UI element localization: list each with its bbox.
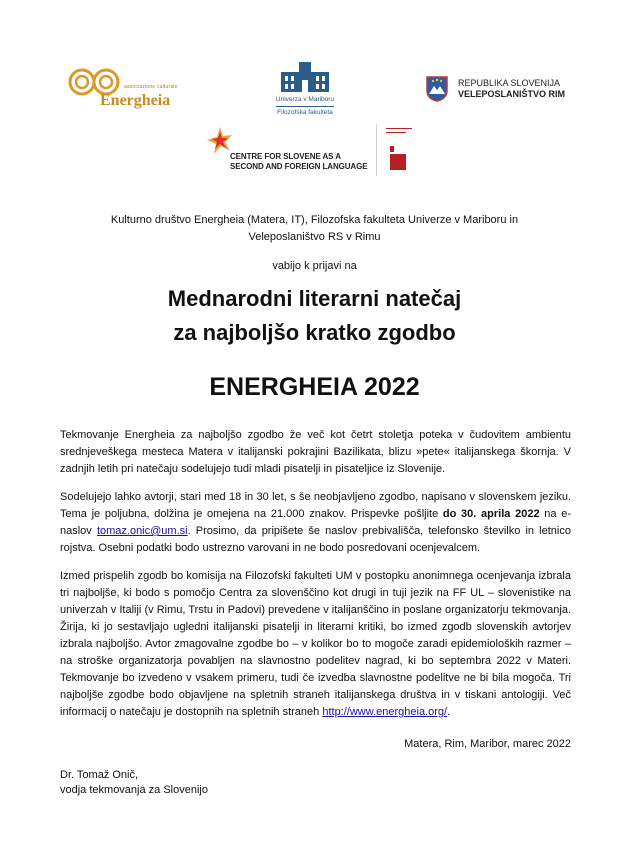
ff-ljubljana-logo	[386, 128, 416, 174]
energheia-subtitle: associazione culturale	[124, 84, 178, 90]
energheia-name: Energheia	[100, 92, 171, 109]
page-title-line-1: Mednarodni literarni natečaj	[167, 286, 462, 311]
paragraph-rules	[60, 489, 571, 557]
logo-divider	[376, 124, 377, 176]
univerza-divider	[276, 106, 334, 107]
process-text: Izmed prispelih zgodb bo komisija na Filozofski fakulteti UM v postopku anonimnega ocenjevanja izbrala tri najboljše, ki bodo s pomočjo Centra za slovenščino kot drugi in tuji jezik na FF UL – slovenistike na univerzah v Italiji (v Rimu, Trstu in Padovi) prevedene v italijanščino in poslane organizatorju tekmovanja. Žirija, ki jo sestavljajo ugledni italijanski pisatelji in literarni kritiki, bo izmed zgodb slovenskih avtorjev izbrala najboljšo. Avtor zmagovalne zgodbe bo – v kolikor bo to mogoče zaradi epidemioloških razmer – na stroške organizatorja povabljen na slavnostno podelitev nagrad, ki bo septembra 2022 v Materi. Tekmovanje bo izvedeno v vsakem primeru, tudi če izvedba slavnostne podelitve ne bi bila mogoča. Tri najboljše zgodbe bodo objavljene na spletnih straneh italijanskega društva in v tiskani antologiji. Več informacij o natečaju je dostopnih na spletnih straneh	[60, 570, 571, 718]
republika-name: REPUBLIKA SLOVENIJA	[458, 78, 561, 88]
paragraph-about: Tekmovanje Energheia za najboljšo zgodbo že več kot četrt stoletja poteka v čudovitem ambientu srednjeveškega mesteca Matera v italijanski pokrajini Bazilikata, blizu »pete« italijanskega škornja. V zadnjih letih pri natečaju sodelujejo tudi mladi pisatelji in pisateljice iz Slovenije.	[60, 429, 571, 475]
paragraph-process	[60, 568, 571, 721]
website-link[interactable]: http://www.energheia.org/	[322, 706, 448, 718]
centre-name-line2: SECOND AND FOREIGN LANGUAGE	[230, 162, 368, 171]
centre-slovene-logo	[206, 126, 376, 176]
slovenia-coat-of-arms-icon	[426, 76, 448, 102]
deadline: do 30. aprila 2022	[442, 508, 540, 520]
intro-line-2: Veleposlaništvo RS v Rimu	[248, 231, 381, 243]
event-name: ENERGHEIA 2022	[209, 373, 420, 401]
page-title-line-2: za najboljšo kratko zgodbo	[173, 320, 456, 345]
centre-name-line1: CENTRE FOR SLOVENE AS A	[230, 152, 341, 161]
signatory-name: Dr. Tomaž Onič,	[60, 769, 139, 781]
faculty-name: Filozofska fakulteta	[277, 109, 333, 116]
univerza-name: Univerza v Mariboru	[275, 96, 335, 103]
university-building-icon	[275, 60, 335, 94]
embassy-name: VELEPOSLANIŠTVO RIM	[458, 89, 566, 99]
signatory-role: vodja tekmovanja za Slovenijo	[60, 784, 208, 796]
ff-emblem-icon	[388, 142, 408, 172]
univerza-logo	[250, 58, 360, 120]
email-link[interactable]: tomaz.onic@um.si	[96, 525, 188, 537]
energheia-logo	[68, 62, 198, 120]
rules-text-c: . Prosimo, da pripišete še naslov prebivališča, telefonsko številko in letnico rojstva. Osebni podatki bodo ustrezno varovani in ne bodo posredovani ocenjevalcem.	[60, 525, 571, 554]
intro-line-1: Kulturno društvo Energheia (Matera, IT), Filozofska fakulteta Univerze v Mariboru in	[110, 214, 519, 226]
place-date: Matera, Rim, Maribor, marec 2022	[404, 738, 571, 750]
rules-text-a: Sodelujejo lahko avtorji, stari med 18 in 30 let, s še neobjavljeno zgodbo, napisano v slovenskem jeziku. Tema je poljubna, dolžina je omejena na 21.000 znakov. Prispevke pošljite	[60, 491, 571, 520]
republika-slovenija-logo	[420, 76, 580, 106]
process-text-end: .	[447, 706, 451, 718]
rules-text-b: na e-naslov	[60, 508, 571, 537]
organizers-intro	[60, 212, 569, 246]
invite-text: vabijo k prijavi na	[272, 260, 357, 272]
